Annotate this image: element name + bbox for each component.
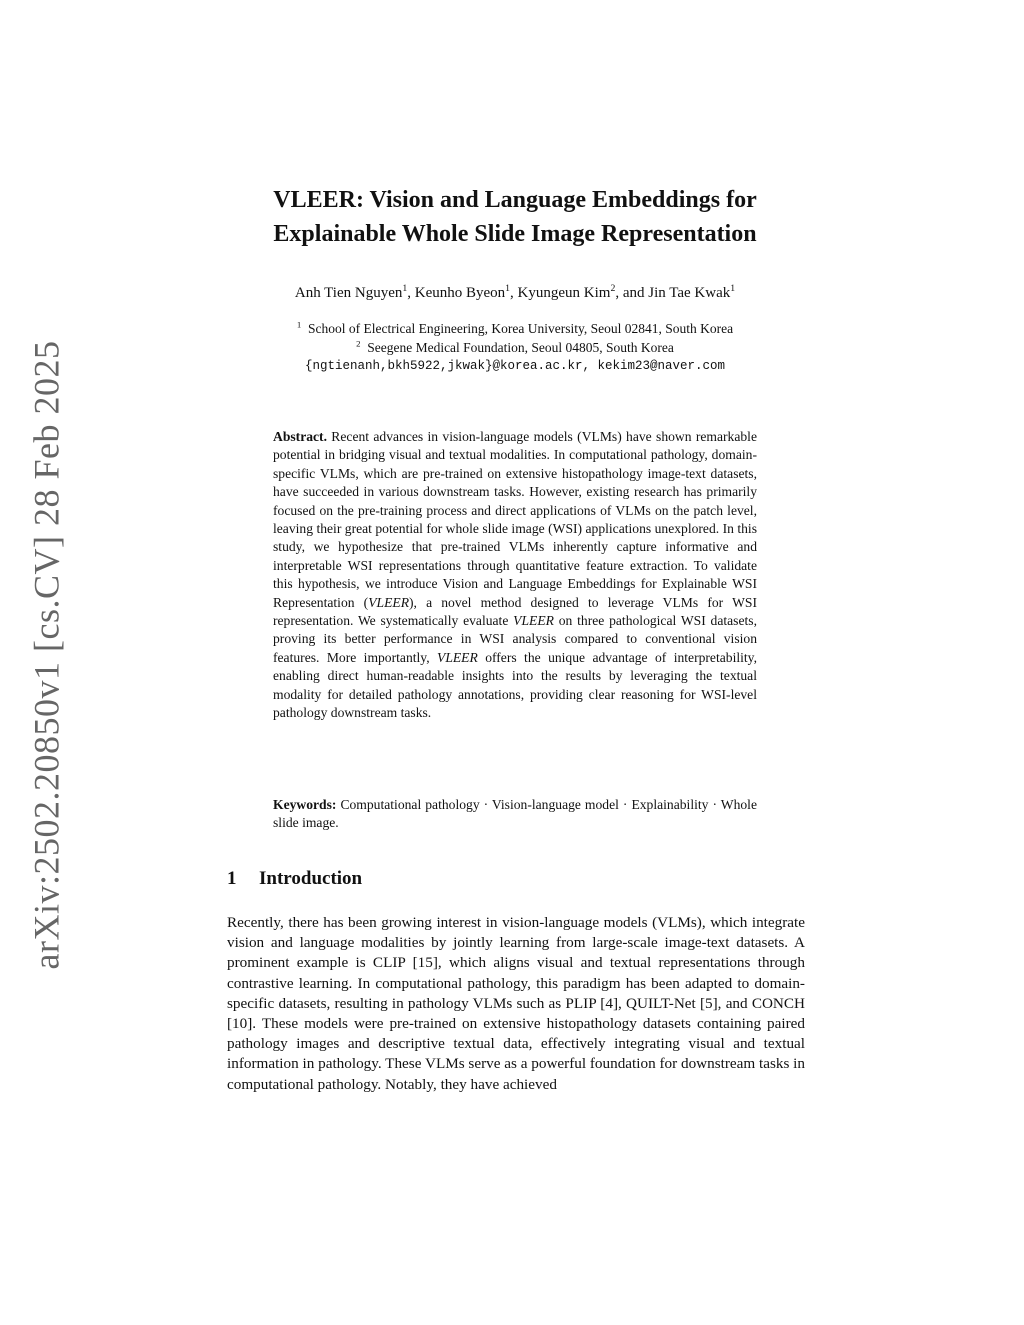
arxiv-identifier: arXiv:2502.20850v1 [cs.CV] 28 Feb 2025 [26,340,67,970]
section-heading [227,868,362,890]
author [518,285,649,301]
author-list [200,285,830,302]
author [295,285,415,301]
title-line-2: Explainable Whole Slide Image Representation [273,221,757,247]
keywords-label: Keywords: [273,797,337,812]
author-name: Anh Tien Nguyen [294,285,403,301]
paper-title [200,183,830,251]
author-affil-mark: 2 [610,283,616,294]
affiliation-mark: 2 [356,338,361,349]
affiliation-text: Seegene Medical Foundation, Seoul 04805, South Korea [367,340,674,355]
abstract-text: on three pathological WSI datasets, proving its better performance in WSI analysis compared to conventional vision features. More importantly, [273,613,757,665]
title-line-1: VLEER: Vision and Language Embeddings for [273,187,757,213]
section-body: Recently, there has been growing interest in vision-language models (VLMs), which integrate vision and language modalities by jointly learning from large-scale image-text datasets. A prominent example is CLIP [15], which aligns visual and textual representations through contrastive learning. In computational pathology, this paradigm has been adapted to domain-specific datasets, resulting in pathology VLMs such as PLIP [4], QUILT-Net [5], and CONCH [10]. These models were pre-trained on extensive histopathology datasets containing paired pathology images and descriptive textual data, effectively integrating visual and textual information in pathology. These VLMs serve as a powerful foundation for downstream tasks in computational pathology. Notably, they have achieved [227,914,805,1093]
keywords-text: Computational pathology · Vision-language model · Explainability · Whole slide image. [273,797,757,831]
affiliation-text: School of Electrical Engineering, Korea University, Seoul 02841, South Korea [308,321,734,336]
affiliation [200,338,830,357]
author-separator: , [407,285,415,301]
method-name: VLEER [513,613,554,629]
method-name: VLEER [437,649,478,665]
section-number: 1 [227,868,237,889]
author [648,285,735,301]
affiliations [200,319,830,376]
author [415,285,518,301]
abstract-label: Abstract. [273,429,327,444]
author-name: Jin Tae Kwak [648,285,731,301]
keywords [273,796,757,833]
author-name: Kyungeun Kim [517,285,611,301]
abstract [273,428,757,723]
abstract-text: Recent advances in vision-language models (VLMs) have shown remarkable potential in bridging visual and textual modalities. In computational pathology, domain-specific VLMs, which are pre-trained on extensive histopathology image-text datasets, have succeeded in various downstream tasks. However, existing research has primarily focused on the pre-training process and direct applications of VLMs on the patch level, leaving their great potential for whole slide image (WSI) applications unexplored. In this study, we hypothesize that pre-trained VLMs inherently capture informative and interpretable WSI representations through quantitative feature extraction. To validate this hypothesis, we introduce Vision and Language Embeddings for Explainable WSI Representation ( [273,429,757,610]
affiliation [200,319,830,338]
author-separator: , [510,285,518,301]
author-name: Keunho Byeon [414,285,506,301]
abstract-text: ), a novel method designed to leverage VLMs for WSI representation. We systematically evaluate [273,594,757,629]
method-name: VLEER [368,594,409,610]
author-separator: , and [615,285,649,301]
abstract-text: offers the unique advantage of interpretability, enabling direct human-readable insights into the results by leveraging the textual modality for detailed pathology annotations, providing clear reasoning for WSI-level pathology downstream tasks. [273,649,757,721]
author-affil-mark: 1 [402,283,408,294]
affiliation-mark: 1 [296,319,302,330]
author-affil-mark: 1 [730,283,736,294]
author-affil-mark: 1 [505,283,511,294]
author-emails: {ngtienanh,bkh5922,jkwak}@korea.ac.kr, kekim23@naver.com [304,359,726,373]
section-title: Introduction [259,868,363,889]
arxiv-side-stamp [22,340,70,970]
